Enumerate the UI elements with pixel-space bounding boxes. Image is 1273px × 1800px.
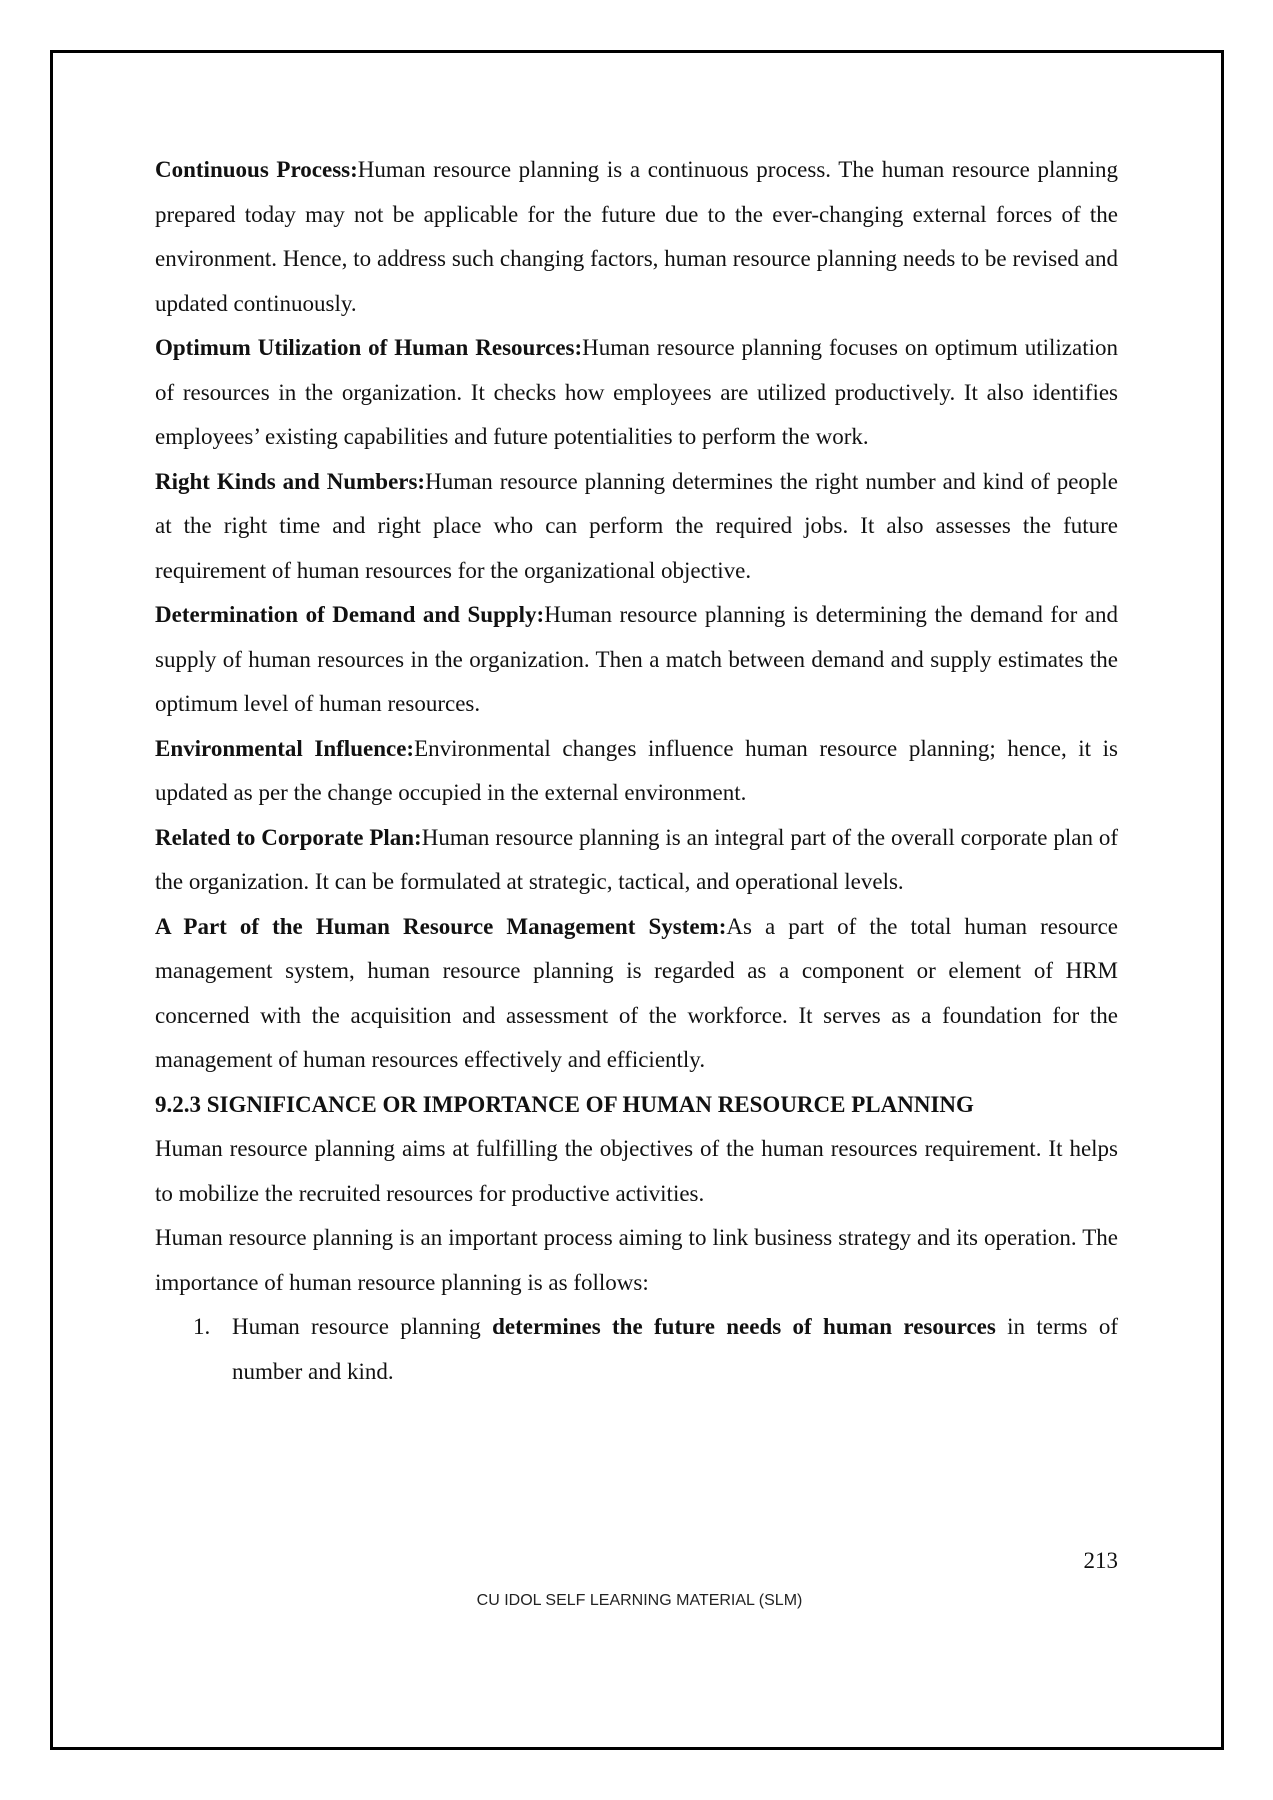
paragraph-demand-supply <box>155 593 1118 727</box>
list-text-bold: determines the future needs of human resources <box>492 1314 996 1339</box>
paragraph-text: Environmental changes influence human resource planning; hence, it is updated as per the change occupied in the external environment. <box>155 735 1118 805</box>
term-label: Determination of Demand and Supply: <box>155 602 545 627</box>
paragraph-text: Human resource planning determines the right number and kind of people at the right time and right place who can perform the required jobs. It also assesses the future requirement of human resources for the organizational objective. <box>155 468 1118 583</box>
paragraph-text: Human resource planning is an integral part of the overall corporate plan of the organization. It can be formulated at strategic, tactical, and operational levels. <box>155 824 1118 894</box>
paragraph-text: As a part of the total human resource management system, human resource planning is regarded as a component or element of HRM concerned with the acquisition and assessment of the workforce. It serves as a foundation for the management of human resources effectively and efficiently. <box>155 913 1118 1072</box>
footer-label: CU IDOL SELF LEARNING MATERIAL (SLM) <box>476 1592 803 1609</box>
paragraph-environmental-influence <box>155 727 1118 816</box>
term-label: Environmental Influence: <box>155 735 415 761</box>
term-label: Optimum Utilization of Human Resources: <box>155 335 583 360</box>
list-item <box>155 1305 1118 1394</box>
term-label: Related to Corporate Plan: <box>155 824 422 850</box>
term-label: Right Kinds and Numbers: <box>155 468 426 494</box>
paragraph-text: Human resource planning is determining the demand for and supply of human resources in the organization. Then a match between demand and supply estimates the optimum level of human resources. <box>155 602 1118 716</box>
paragraph-hrm-system <box>155 905 1118 1083</box>
page-number: 213 <box>1083 1548 1118 1573</box>
paragraph-right-kinds-numbers <box>155 460 1118 594</box>
footer <box>0 1592 1273 1610</box>
intro-paragraph: Human resource planning is an important process aiming to link business strategy and its operation. The importance of human resource planning is as follows: <box>155 1225 1118 1295</box>
term-label: Continuous Process: <box>155 157 358 182</box>
list-text-suffix: in terms of number and kind. <box>232 1314 1118 1384</box>
paragraph-corporate-plan <box>155 816 1118 905</box>
paragraph-text: Human resource planning focuses on optimum utilization of resources in the organization. It checks how employees are utilized productively. It also identifies employees’ existing capabilities and future potentialities to perform the work. <box>155 335 1118 449</box>
paragraph-continuous-process <box>155 148 1118 326</box>
importance-list <box>155 1305 1118 1394</box>
section-heading: 9.2.3 SIGNIFICANCE OR IMPORTANCE OF HUMAN RESOURCE PLANNING <box>155 1091 974 1117</box>
paragraph-text: Human resource planning is a continuous process. The human resource planning prepared today may not be applicable for the future due to the ever-changing external forces of the environment. Hence, to address such changing factors, human resource planning needs to be revised and updated continuously. <box>155 157 1118 316</box>
list-number: 1. <box>193 1314 211 1339</box>
intro-paragraph: Human resource planning aims at fulfilling the objectives of the human resources requirement. It helps to mobilize the recruited resources for productive activities. <box>155 1136 1118 1206</box>
list-text-prefix: Human resource planning <box>232 1314 493 1339</box>
term-label: A Part of the Human Resource Management System: <box>155 913 727 939</box>
paragraph-optimum-utilization <box>155 326 1118 460</box>
page-content <box>155 148 1118 1394</box>
